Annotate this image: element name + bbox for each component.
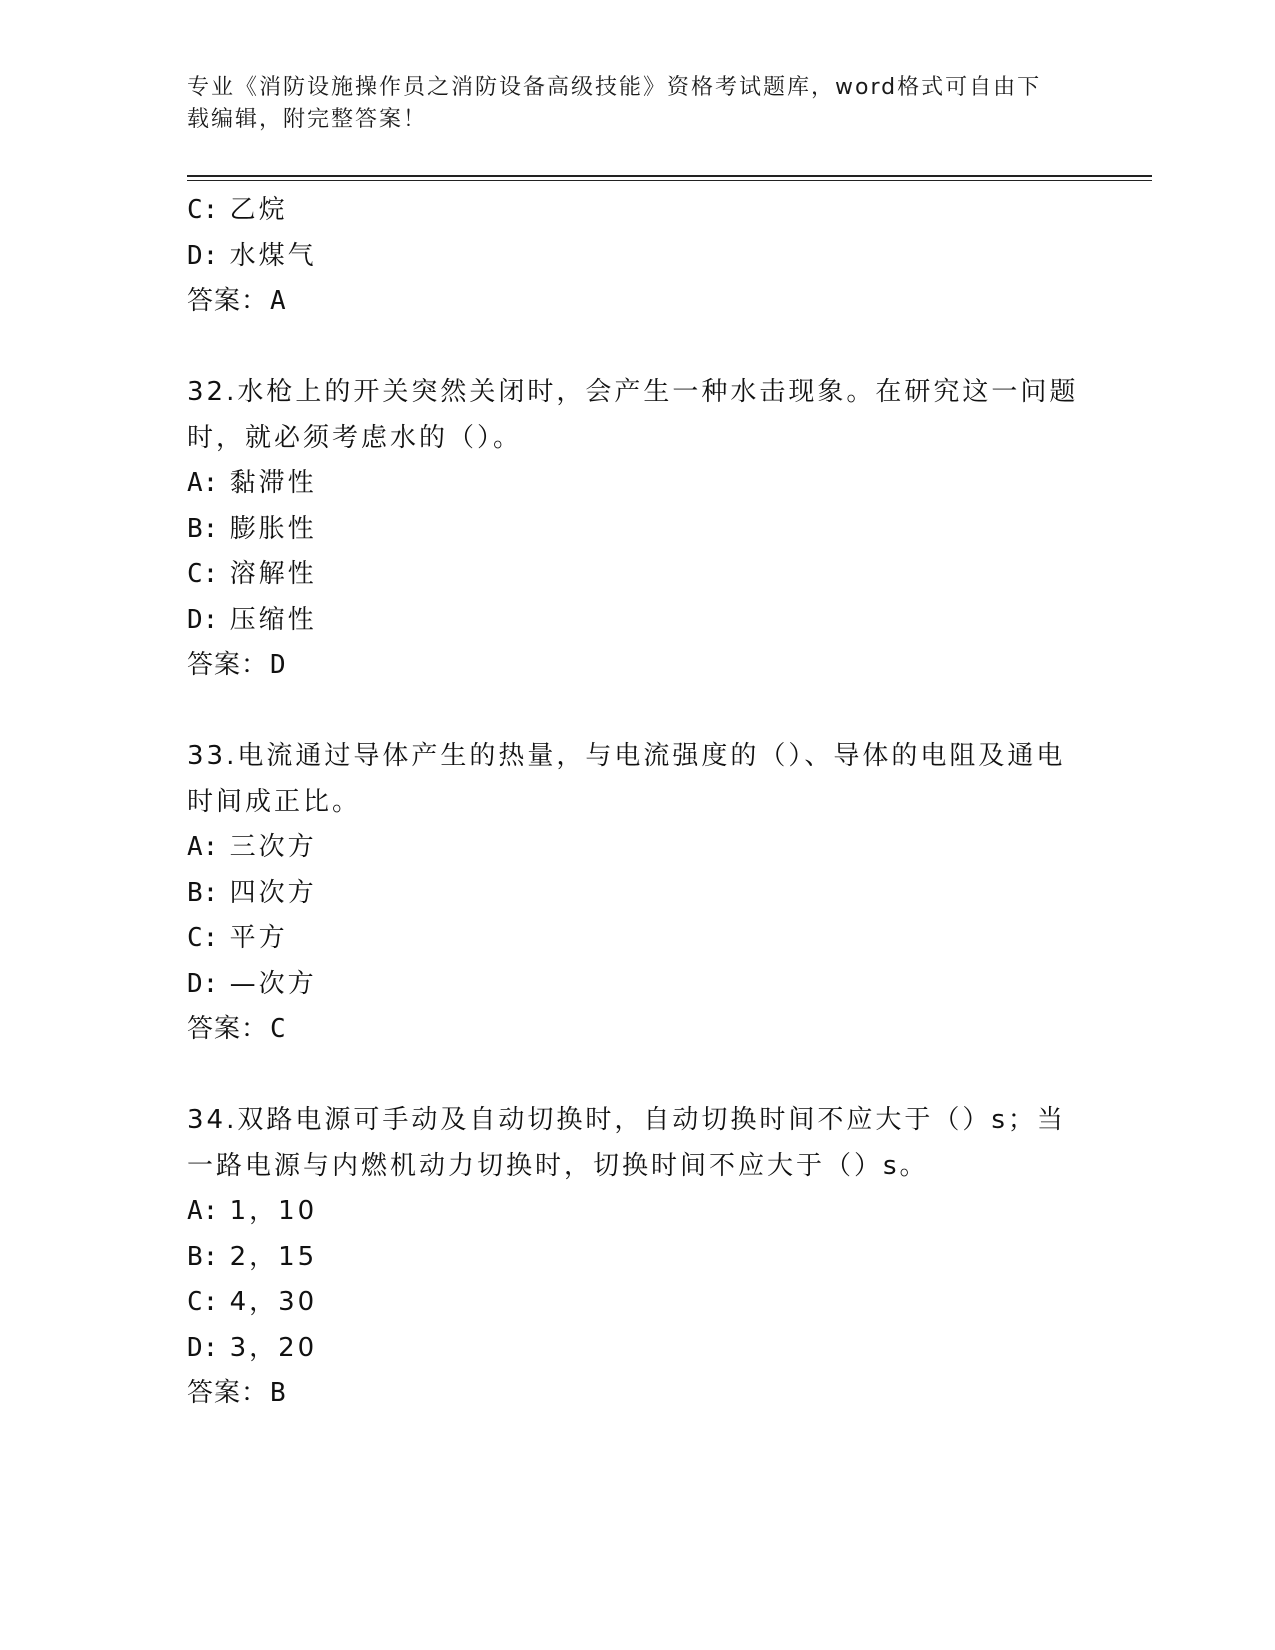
question-31-tail bbox=[187, 188, 1087, 325]
option-d: D: 水煤气 bbox=[187, 240, 317, 271]
question-stem-line: 一路电源与内燃机动力切换时，切换时间不应大于（）s。 bbox=[187, 1150, 929, 1181]
option-d: D: 3，20 bbox=[187, 1332, 318, 1363]
option-b: B: 膨胀性 bbox=[187, 513, 317, 544]
option-b: B: 2，15 bbox=[187, 1241, 318, 1272]
option-a: A: 三次方 bbox=[187, 832, 317, 862]
question-stem-line: 时，就必须考虑水的（）。 bbox=[187, 422, 523, 453]
header-line-2: 载编辑，附完整答案！ bbox=[187, 107, 428, 132]
option-a: A: 黏滞性 bbox=[187, 468, 317, 498]
header-rule-thin bbox=[187, 180, 1152, 181]
option-b: B: 四次方 bbox=[187, 877, 317, 908]
option-d: D: 压缩性 bbox=[187, 604, 317, 635]
option-a: A: 1，10 bbox=[187, 1196, 318, 1226]
question-stem-line: 34.双路电源可手动及自动切换时，自动切换时间不应大于（）s；当 bbox=[187, 1105, 1066, 1135]
answer-line: 答案：C bbox=[187, 1014, 287, 1044]
option-d: D: —次方 bbox=[187, 968, 317, 999]
question-stem-line: 时间成正比。 bbox=[187, 786, 362, 817]
question-list bbox=[187, 188, 1087, 1417]
document-header bbox=[187, 72, 1067, 136]
option-c: C: 溶解性 bbox=[187, 559, 317, 589]
answer-line: 答案：A bbox=[187, 286, 287, 316]
header-line-1: 专业《消防设施操作员之消防设备高级技能》资格考试题库，word格式可自由下 bbox=[187, 75, 1042, 100]
question-stem-line: 32.水枪上的开关突然关闭时，会产生一种水击现象。在研究这一问题 bbox=[187, 377, 1079, 407]
option-c: C: 4，30 bbox=[187, 1287, 318, 1317]
option-c: C: 平方 bbox=[187, 923, 288, 953]
question-33 bbox=[187, 734, 1087, 1053]
answer-line: 答案：D bbox=[187, 650, 287, 680]
header-rule-thick bbox=[187, 175, 1152, 177]
option-c: C: 乙烷 bbox=[187, 195, 288, 225]
question-34 bbox=[187, 1098, 1087, 1417]
answer-line: 答案：B bbox=[187, 1378, 287, 1408]
question-stem-line: 33.电流通过导体产生的热量，与电流强度的（）、导体的电阻及通电 bbox=[187, 741, 1066, 771]
question-32 bbox=[187, 370, 1087, 689]
